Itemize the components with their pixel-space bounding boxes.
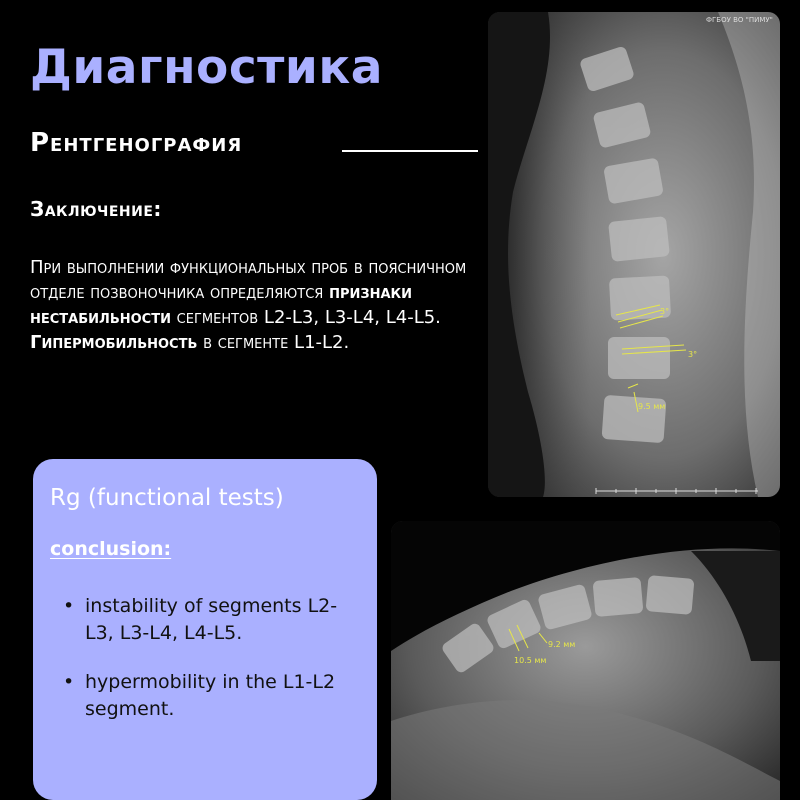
card-title: Rg (functional tests) bbox=[50, 485, 284, 511]
list-item-text: instability of segments L2-L3, L3-L4, L4-L5. bbox=[85, 595, 338, 644]
card-list bbox=[63, 593, 363, 745]
section-heading bbox=[30, 128, 480, 168]
xray-watermark: ФГБОУ ВО "ПИМУ" bbox=[706, 16, 773, 24]
xray-measure-angle-1: 3° bbox=[660, 307, 670, 316]
bullet-icon: • bbox=[63, 671, 75, 693]
page-title: Диагностика bbox=[30, 40, 383, 95]
conclusion-text-3: в сегменте L1-L2. bbox=[197, 332, 350, 353]
bullet-icon: • bbox=[63, 595, 75, 617]
conclusion-paragraph bbox=[30, 255, 475, 355]
conclusion-label: Заключение: bbox=[30, 197, 162, 221]
conclusion-text-2: сегментов L2-L3, L3-L4, L4-L5. bbox=[170, 307, 441, 328]
summary-card bbox=[33, 459, 377, 800]
xray-measure-distance-2: 10.5 мм bbox=[514, 656, 547, 665]
heading-divider bbox=[342, 150, 478, 152]
conclusion-bold-instability: признаки нестабильности bbox=[30, 282, 413, 328]
list-item-text: hypermobility in the L1-L2 segment. bbox=[85, 671, 336, 720]
list-item bbox=[63, 593, 363, 647]
list-item bbox=[63, 669, 363, 723]
conclusion-bold-hypermobility: Гипермобильность bbox=[30, 332, 198, 353]
xray-image-lateral-flexion bbox=[488, 12, 780, 497]
xray-measure-distance: 9.5 мм bbox=[638, 402, 666, 411]
xray-image-lateral-extension bbox=[391, 521, 780, 800]
card-subtitle: conclusion: bbox=[50, 538, 172, 560]
xray-measure-distance-1: 9.2 мм bbox=[548, 640, 576, 649]
conclusion-text-1: При выполнении функциональных проб в поясничном отделе позвоночника определяются bbox=[30, 257, 467, 303]
section-title: Рентгенография bbox=[30, 128, 243, 158]
xray-measure-angle-2: 3° bbox=[688, 350, 698, 359]
